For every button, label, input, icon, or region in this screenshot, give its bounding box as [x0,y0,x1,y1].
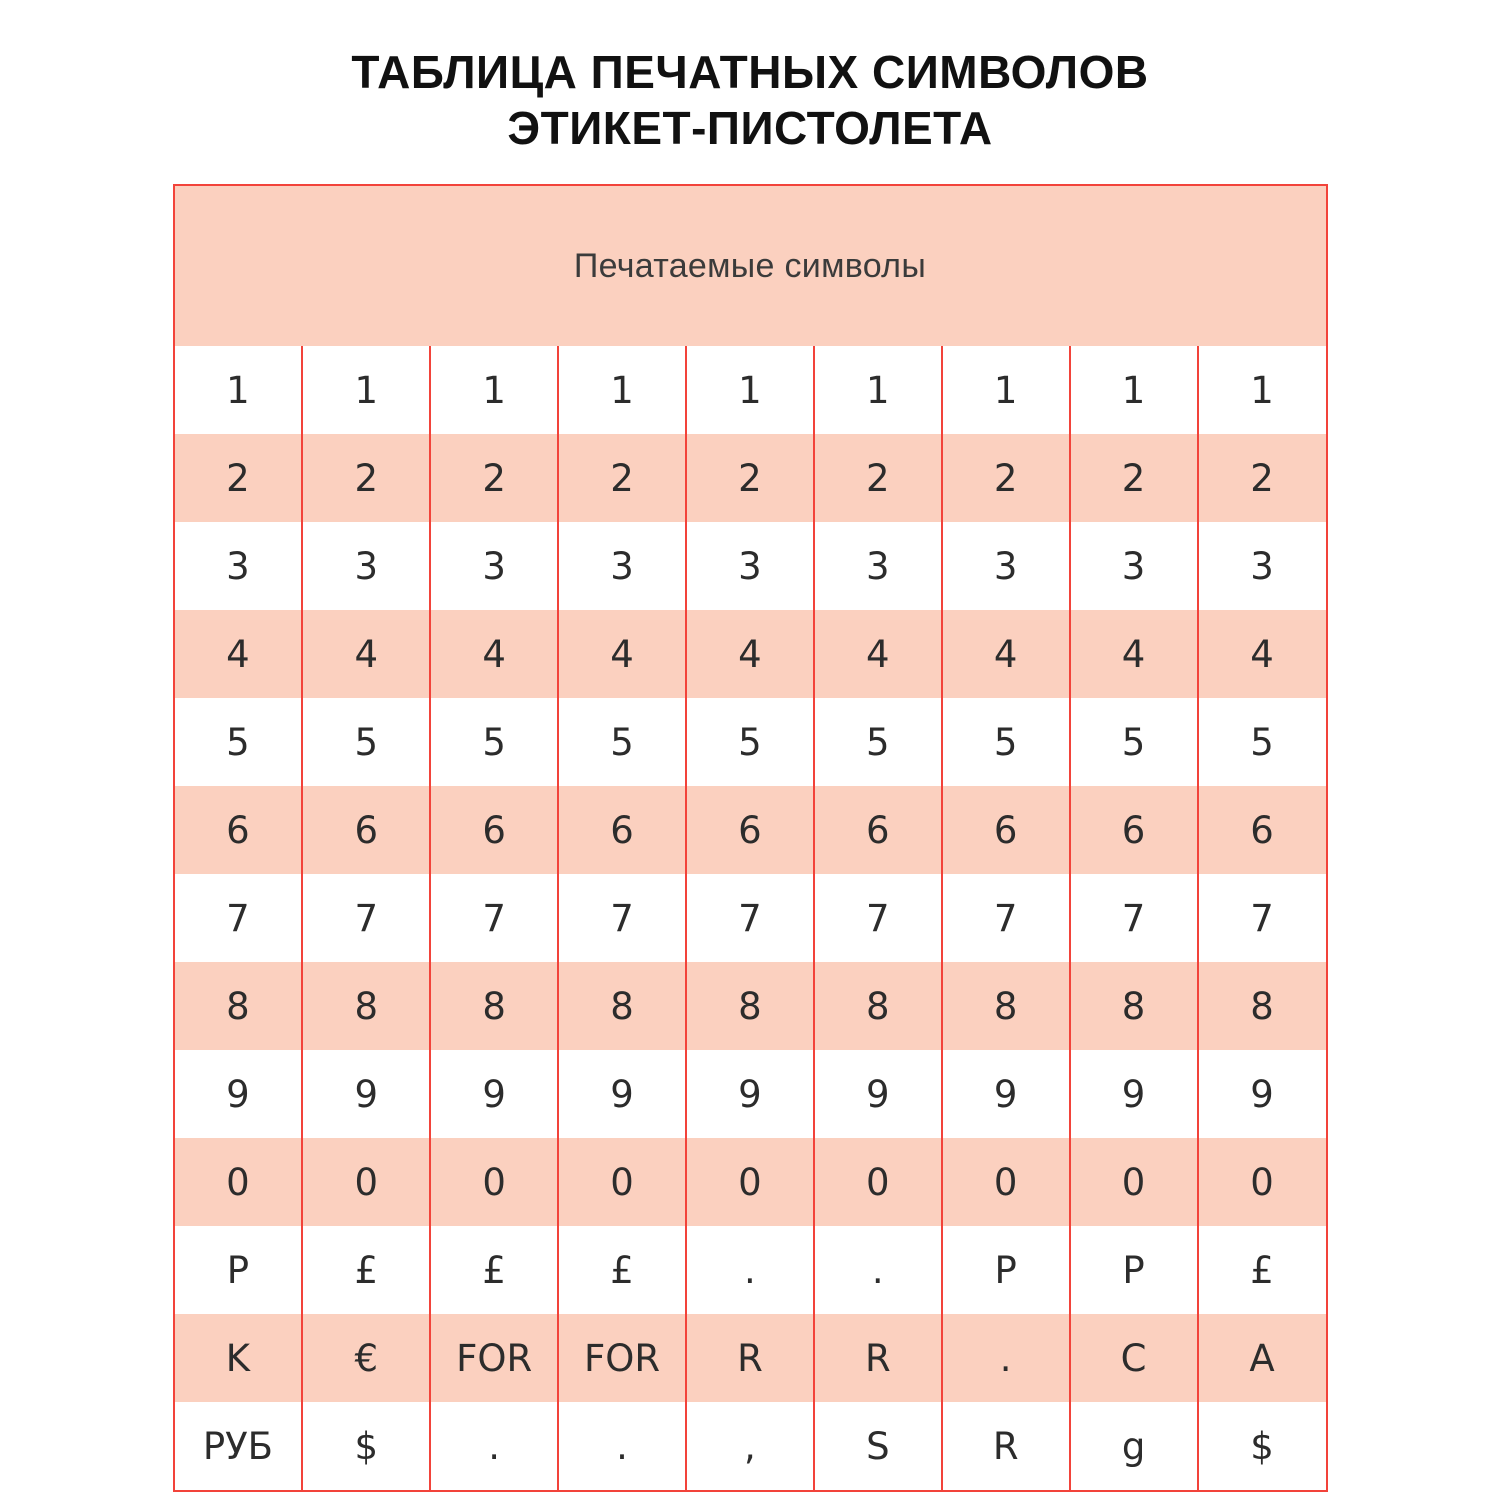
table-cell: 0 [686,1138,814,1226]
table-cell: 9 [1070,1050,1198,1138]
table-cell: 2 [1198,434,1326,522]
table-cell: 3 [1070,522,1198,610]
table-cell: R [686,1314,814,1402]
table-row [175,1402,1326,1490]
table-cell: 4 [175,610,303,698]
table-cell: $ [1198,1402,1326,1490]
table-cell: 8 [814,962,942,1050]
table-cell: 2 [814,434,942,522]
table-cell: 7 [430,874,558,962]
table-cell: 2 [1070,434,1198,522]
table-cell: 0 [1198,1138,1326,1226]
table-cell: 4 [1070,610,1198,698]
table-cell: P [175,1226,303,1314]
table-cell: 3 [302,522,430,610]
table-cell: 0 [430,1138,558,1226]
table-cell: 0 [1070,1138,1198,1226]
table-cell: R [942,1402,1070,1490]
table-cell: € [302,1314,430,1402]
table-cell: 7 [1070,874,1198,962]
table-cell: 4 [558,610,686,698]
table-cell: 8 [1198,962,1326,1050]
table-row [175,698,1326,786]
table-cell: 5 [558,698,686,786]
page-title-line-2: ЭТИКЕТ-ПИСТОЛЕТА [507,102,993,155]
table-cell: 5 [302,698,430,786]
table-cell: 9 [430,1050,558,1138]
page-title-line-1: ТАБЛИЦА ПЕЧАТНЫХ СИМВОЛОВ [351,46,1149,98]
printable-characters-table [173,184,1328,1492]
table-cell: 2 [942,434,1070,522]
table-cell: P [1070,1226,1198,1314]
table-row [175,1138,1326,1226]
table-cell: FOR [430,1314,558,1402]
table-row [175,1226,1326,1314]
table-row [175,874,1326,962]
table-cell: . [430,1402,558,1490]
table-cell: 6 [175,786,303,874]
table-cell: 0 [302,1138,430,1226]
table-row [175,522,1326,610]
table-cell: 3 [1198,522,1326,610]
table-cell: 7 [814,874,942,962]
table-cell: R [814,1314,942,1402]
table-cell: 1 [1198,346,1326,434]
table-cell: 4 [686,610,814,698]
table-cell: . [558,1402,686,1490]
table-cell: 9 [302,1050,430,1138]
table-cell: 9 [686,1050,814,1138]
table-cell: 3 [814,522,942,610]
table-cell: 4 [1198,610,1326,698]
table-cell: 1 [942,346,1070,434]
table-cell: . [814,1226,942,1314]
table-cell: 2 [430,434,558,522]
table-cell: 9 [1198,1050,1326,1138]
table-cell: 8 [686,962,814,1050]
table-cell: £ [1198,1226,1326,1314]
table-cell: 0 [814,1138,942,1226]
table-cell: 2 [302,434,430,522]
table-cell: 5 [942,698,1070,786]
table-cell: 4 [814,610,942,698]
table-cell: £ [430,1226,558,1314]
table-cell: 8 [1070,962,1198,1050]
table-cell: 3 [942,522,1070,610]
table-row [175,346,1326,434]
table-cell: 1 [558,346,686,434]
table-cell: $ [302,1402,430,1490]
table-cell: 5 [1198,698,1326,786]
table-cell: 8 [430,962,558,1050]
table-cell: S [814,1402,942,1490]
table-cell: 9 [814,1050,942,1138]
table-cell: 6 [302,786,430,874]
table-cell: 3 [686,522,814,610]
table-cell: 1 [175,346,303,434]
table-cell: K [175,1314,303,1402]
table-cell: 0 [942,1138,1070,1226]
table-cell: 1 [302,346,430,434]
table-cell: 3 [558,522,686,610]
table-cell: 2 [686,434,814,522]
table-header-row [175,186,1326,346]
table-cell: £ [558,1226,686,1314]
table-cell: 6 [942,786,1070,874]
table-cell: 7 [942,874,1070,962]
table-cell: 3 [430,522,558,610]
table-cell: 8 [942,962,1070,1050]
table-cell: P [942,1226,1070,1314]
table-cell: 0 [175,1138,303,1226]
table-cell: РУБ [175,1402,303,1490]
table-cell: 4 [942,610,1070,698]
table-cell: 4 [430,610,558,698]
table-cell: 9 [942,1050,1070,1138]
table-cell: 7 [686,874,814,962]
table-cell: C [1070,1314,1198,1402]
table-cell: 1 [814,346,942,434]
table-cell: A [1198,1314,1326,1402]
table-cell: 6 [814,786,942,874]
table-cell: 9 [175,1050,303,1138]
table-cell: 5 [430,698,558,786]
table-cell: 6 [1070,786,1198,874]
table-cell: 7 [558,874,686,962]
table-cell: 0 [558,1138,686,1226]
table-cell: 1 [1070,346,1198,434]
table-cell: 6 [1198,786,1326,874]
table-cell: 5 [686,698,814,786]
table-header-label: Печатаемые символы [175,186,1326,346]
table-cell: 7 [175,874,303,962]
table-cell: FOR [558,1314,686,1402]
table-cell: 6 [430,786,558,874]
table-cell: , [686,1402,814,1490]
table-cell: 5 [814,698,942,786]
table-cell: . [942,1314,1070,1402]
table-cell: . [686,1226,814,1314]
page-title [140,44,1360,156]
table-cell: £ [302,1226,430,1314]
table-cell: 8 [302,962,430,1050]
table-cell: 6 [558,786,686,874]
table-cell: 4 [302,610,430,698]
table-row [175,434,1326,522]
table-cell: 6 [686,786,814,874]
table-row [175,610,1326,698]
table-cell: g [1070,1402,1198,1490]
table-cell: 9 [558,1050,686,1138]
table-row [175,962,1326,1050]
table-cell: 8 [558,962,686,1050]
table-row [175,1314,1326,1402]
table-cell: 3 [175,522,303,610]
table-cell: 5 [1070,698,1198,786]
table-cell: 5 [175,698,303,786]
table-cell: 1 [430,346,558,434]
table-row [175,786,1326,874]
chars-table [175,186,1326,1490]
table-cell: 7 [302,874,430,962]
table-row [175,1050,1326,1138]
table-cell: 2 [175,434,303,522]
table-cell: 7 [1198,874,1326,962]
table-cell: 2 [558,434,686,522]
table-cell: 8 [175,962,303,1050]
table-cell: 1 [686,346,814,434]
chars-table-body [175,186,1326,1490]
